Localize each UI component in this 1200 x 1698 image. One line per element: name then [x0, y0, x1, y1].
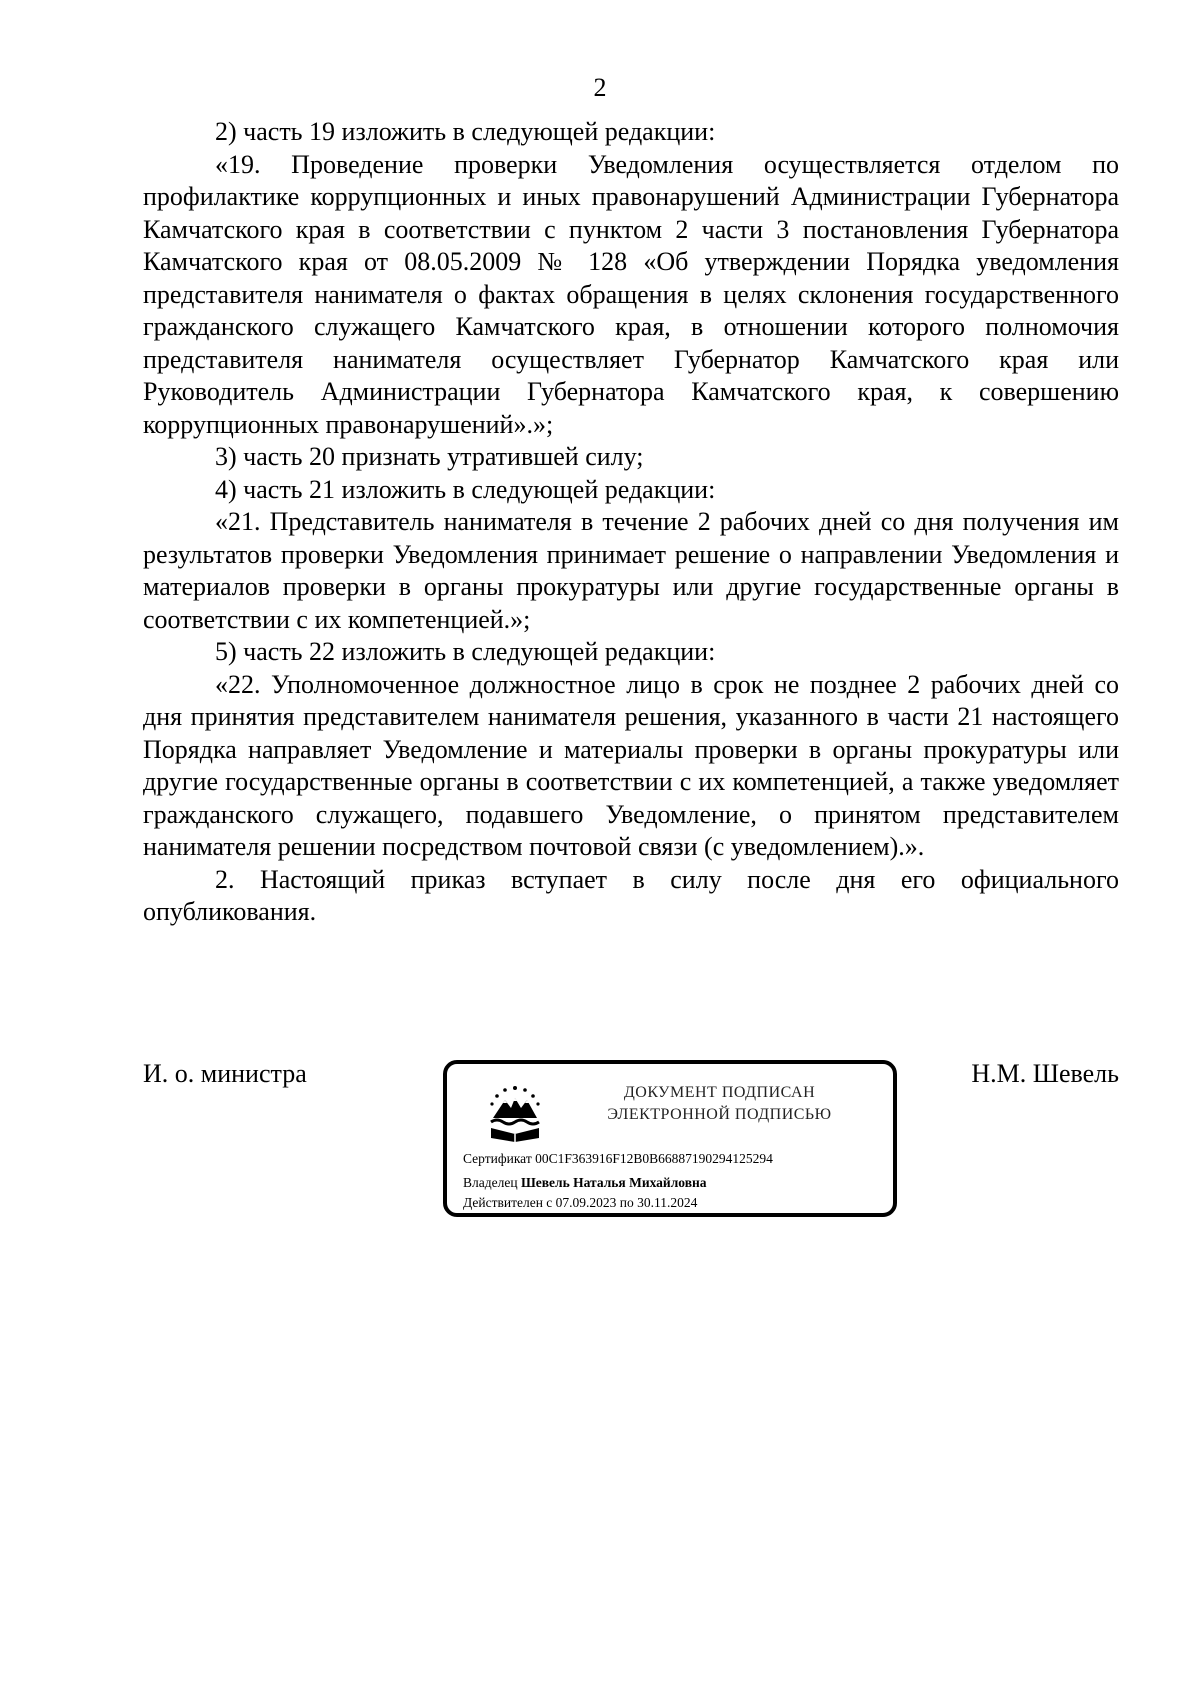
valid-from-date: 07.09.2023 [555, 1195, 617, 1210]
stamp-certificate [463, 1150, 773, 1168]
stamp-header-line1: ДОКУМЕНТ ПОДПИСАН [623, 1084, 816, 1101]
paragraph-part-21-text: «21. Представитель нанимателя в течение 2 рабочих дней со дня получения им результатов проверки Уведомления принимает решение о направлении Уведомления и материалов проверки в органы прокуратуры или другие государственные органы в соответствии с их компетенцией.»; [143, 507, 1119, 634]
paragraph-part-22-text: «22. Уполномоченное должностное лицо в срок не позднее 2 рабочих дней со дня принятия представителем нанимателя решения, указанного в части 21 настоящего Порядка направляет Уведомление и материалы проверки в органы прокуратуры или другие государственные органы в соответствии с их компетенцией, а также уведомляет гражданского служащего, подавшего Уведомление, о принятом представителем нанимателя решении посредством почтовой связи (с уведомлением).». [143, 669, 1119, 861]
electronic-signature-stamp [443, 1060, 897, 1217]
paragraph-item-4: 4) часть 21 изложить в следующей редакции: [215, 474, 716, 504]
paragraph-part-19-text: «19. Проведение проверки Уведомления осуществляется отделом по профилактике коррупционных и иных правонарушений Администрации Губернатора Камчатского края в соответствии с пунктом 2 части 3 постановления Губернатора Камчатского края от 08.05.2009 № 128 «Об утверждении Порядка уведомления представителя нанимателя о фактах обращения в целях склонения государственного гражданского служащего Камчатского края, в отношении которого полномочия представителя нанимателя осуществляет Губернатор Камчатского края или Руководитель Администрации Губернатора Камчатского края, к совершению коррупционных правонарушений».»; [143, 149, 1119, 439]
document-body [143, 116, 1119, 929]
page-number: 2 [593, 73, 607, 102]
valid-to-label: по [619, 1195, 634, 1210]
stamp-owner [463, 1174, 707, 1192]
owner-value: Шевель Наталья Михайловна [520, 1175, 707, 1190]
paragraph-effective-date: 2. Настоящий приказ вступает в силу после дня его официального опубликования. [143, 864, 1119, 926]
owner-label: Владелец [463, 1175, 518, 1190]
stamp-header [552, 1082, 887, 1126]
certificate-label: Сертификат [463, 1151, 532, 1166]
signatory-name: Н.М. Шевель [971, 1059, 1119, 1088]
kamchatka-emblem-icon [485, 1084, 545, 1144]
signatory-position: И. о. министра [143, 1059, 307, 1088]
valid-from-label: Действителен с [463, 1195, 553, 1210]
paragraph-item-3: 3) часть 20 признать утратившей силу; [215, 442, 644, 471]
paragraph-item-2: 2) часть 19 изложить в следующей редакции: [215, 117, 716, 146]
stamp-header-line2: ЭЛЕКТРОННОЙ ПОДПИСЬЮ [607, 1106, 832, 1123]
certificate-value: 00C1F363916F12B0B66887190294125294 [535, 1151, 773, 1166]
valid-to-date: 30.11.2024 [637, 1195, 698, 1210]
stamp-validity [463, 1194, 697, 1212]
paragraph-item-5: 5) часть 22 изложить в следующей редакции: [215, 637, 716, 666]
